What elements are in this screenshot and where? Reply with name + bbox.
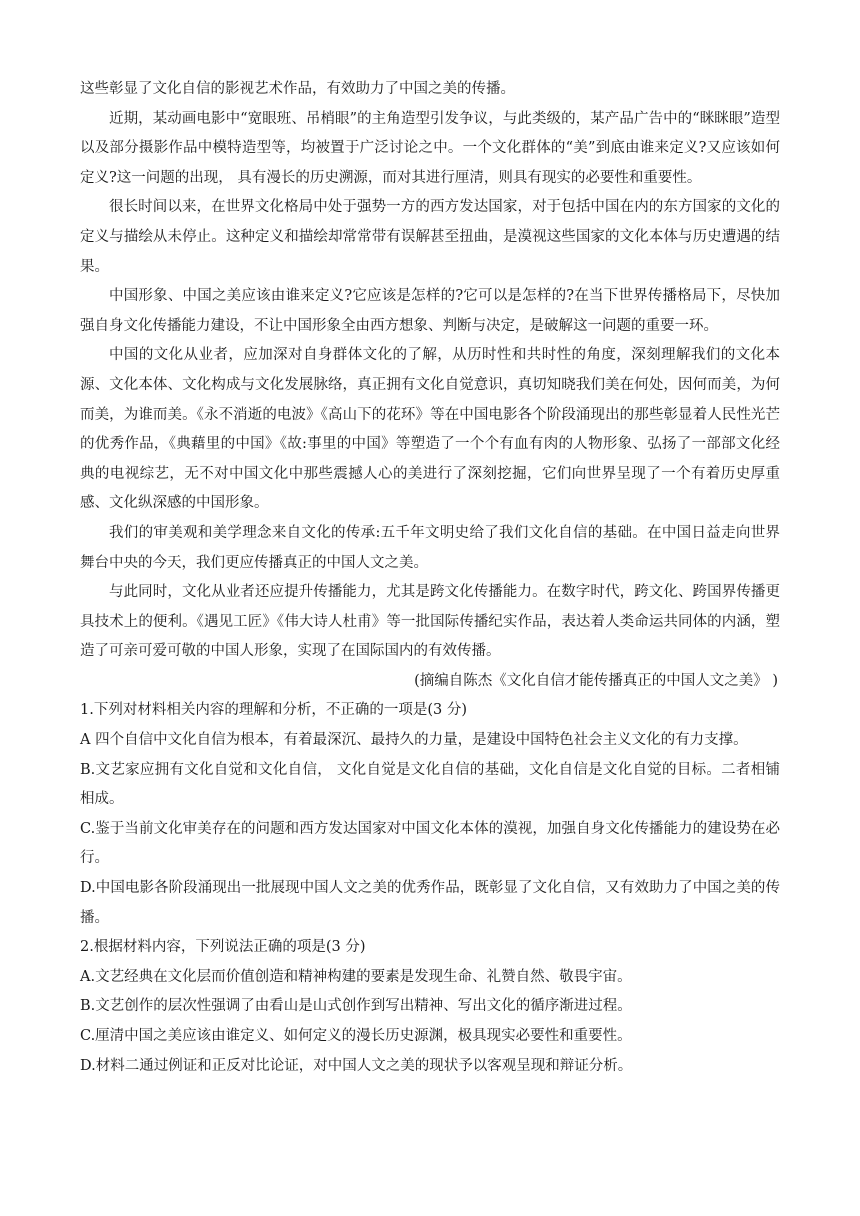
passage-paragraph: 近期，某动画电影中“宽眼班、吊梢眼”的主角造型引发争议，与此类级的，某产品广告中的“眯眯眼”造型以及部分摄影作品中模特造型等，均被置于广泛讨论之中。一个文化群体的“美”到底由谁来定义?又应该如何定义?这一问题的出现， 具有漫长的历史溯源，而对其进行厘清，则具有现实的必要性和重要性。 xyxy=(80,110,780,186)
passage-paragraph: 这些彰显了文化自信的影视艺术作品，有效助力了中国之美的传播。 xyxy=(80,81,515,97)
question-1-option-d: D.中国电影各阶段涌现出一批展现中国人文之美的优秀作品，既彰显了文化自信，又有效助力了中国之美的传播。 xyxy=(80,880,780,926)
passage-source: (摘编自陈杰《文化自信才能传播真正的中国人文之美》 ) xyxy=(414,672,778,689)
question-1-stem: 1.下列对材料相关内容的理解和分析，不正确的一项是(3 分) xyxy=(80,702,467,719)
question-2-option-b: B.文艺创作的层次性强调了由看山是山式创作到写出精神、写出文化的循序渐进过程。 xyxy=(80,998,632,1015)
passage-paragraph: 中国形象、中国之美应该由谁来定义?它应该是怎样的?它可以是怎样的?在当下世界传播格局下，尽快加强自身文化传播能力建设，不让中国形象全由西方想象、判断与决定，是破解这一问题的重要一环。 xyxy=(80,288,780,334)
passage-paragraph: 与此同时，文化从业者还应提升传播能力，尤其是跨文化传播能力。在数字时代，跨文化、跨国界传播更具技术上的便利。《遇见工匠》《伟大诗人杜甫》等一批国际传播纪实作品，表达着人类命运共同体的内涵，塑造了可亲可爱可敬的中国人形象，实现了在国际国内的有效传播。 xyxy=(80,584,780,660)
question-2-option-a: A.文艺经典在文化层而价值创造和精神构建的要素是发现生命、礼赞自然、敬畏宇宙。 xyxy=(80,968,632,985)
passage-paragraph: 中国的文化从业者，应加深对自身群体文化的了解，从历时性和共时性的角度，深刻理解我们的文化本源、文化本体、文化构成与文化发展脉络，真正拥有文化自觉意识，真切知晓我们美在何处，因何而美，为何而美，为谁而美。《永不消逝的电波》《高山下的花环》等在中国电影各个阶段涌现出的那些彰显着人民性光芒的优秀作品，《典藉里的中国》《故:事里的中国》等塑造了一个个有血有肉的人物形象、弘扬了一部部文化经典的电视综艺，无不对中国文化中那些震撼人心的美进行了深刻挖掘，它们向世界呈现了一个有着历史厚重感、文化纵深感的中国形象。 xyxy=(80,347,780,512)
question-1-option-c: C.鉴于当前文化审美存在的问题和西方发达国家对中国文化本体的漠视，加强自身文化传播能力的建设势在必行。 xyxy=(80,820,780,867)
question-1-option-a: A 四个自信中文化自信为根本，有着最深沉、最持久的力量，是建设中国特色社会主义文化的有力支撑。 xyxy=(80,732,748,749)
passage-paragraph: 我们的审美观和美学理念来自文化的传承:五千年文明史给了我们文化自信的基础。在中国日益走向世界舞台中央的今天，我们更应传播真正的中国人文之美。 xyxy=(80,524,780,571)
question-2-stem: 2.根据材料内容，下列说法正确的项是(3 分) xyxy=(80,939,366,956)
question-2-option-c: C.厘清中国之美应该由谁定义、如何定义的漫长历史源渊，极具现实必要性和重要性。 xyxy=(80,1028,632,1044)
question-2-option-d: D.材料二通过例证和正反对比论证，对中国人文之美的现状予以客观呈现和辩证分析。 xyxy=(80,1057,633,1074)
document-page xyxy=(80,75,780,1081)
question-1-option-b: B.文艺家应拥有文化自觉和文化自信， 文化自觉是文化自信的基础，文化自信是文化自觉的目标。二者相铺相成。 xyxy=(80,761,780,808)
passage-paragraph: 很长时间以来，在世界文化格局中处于强势一方的西方发达国家，对于包括中国在内的东方国家的文化的定义与描绘从未停止。这种定义和描绘却常常带有误解甚至扭曲，是漠视这些国家的文化本体与历史遭遇的结果。 xyxy=(80,199,780,275)
